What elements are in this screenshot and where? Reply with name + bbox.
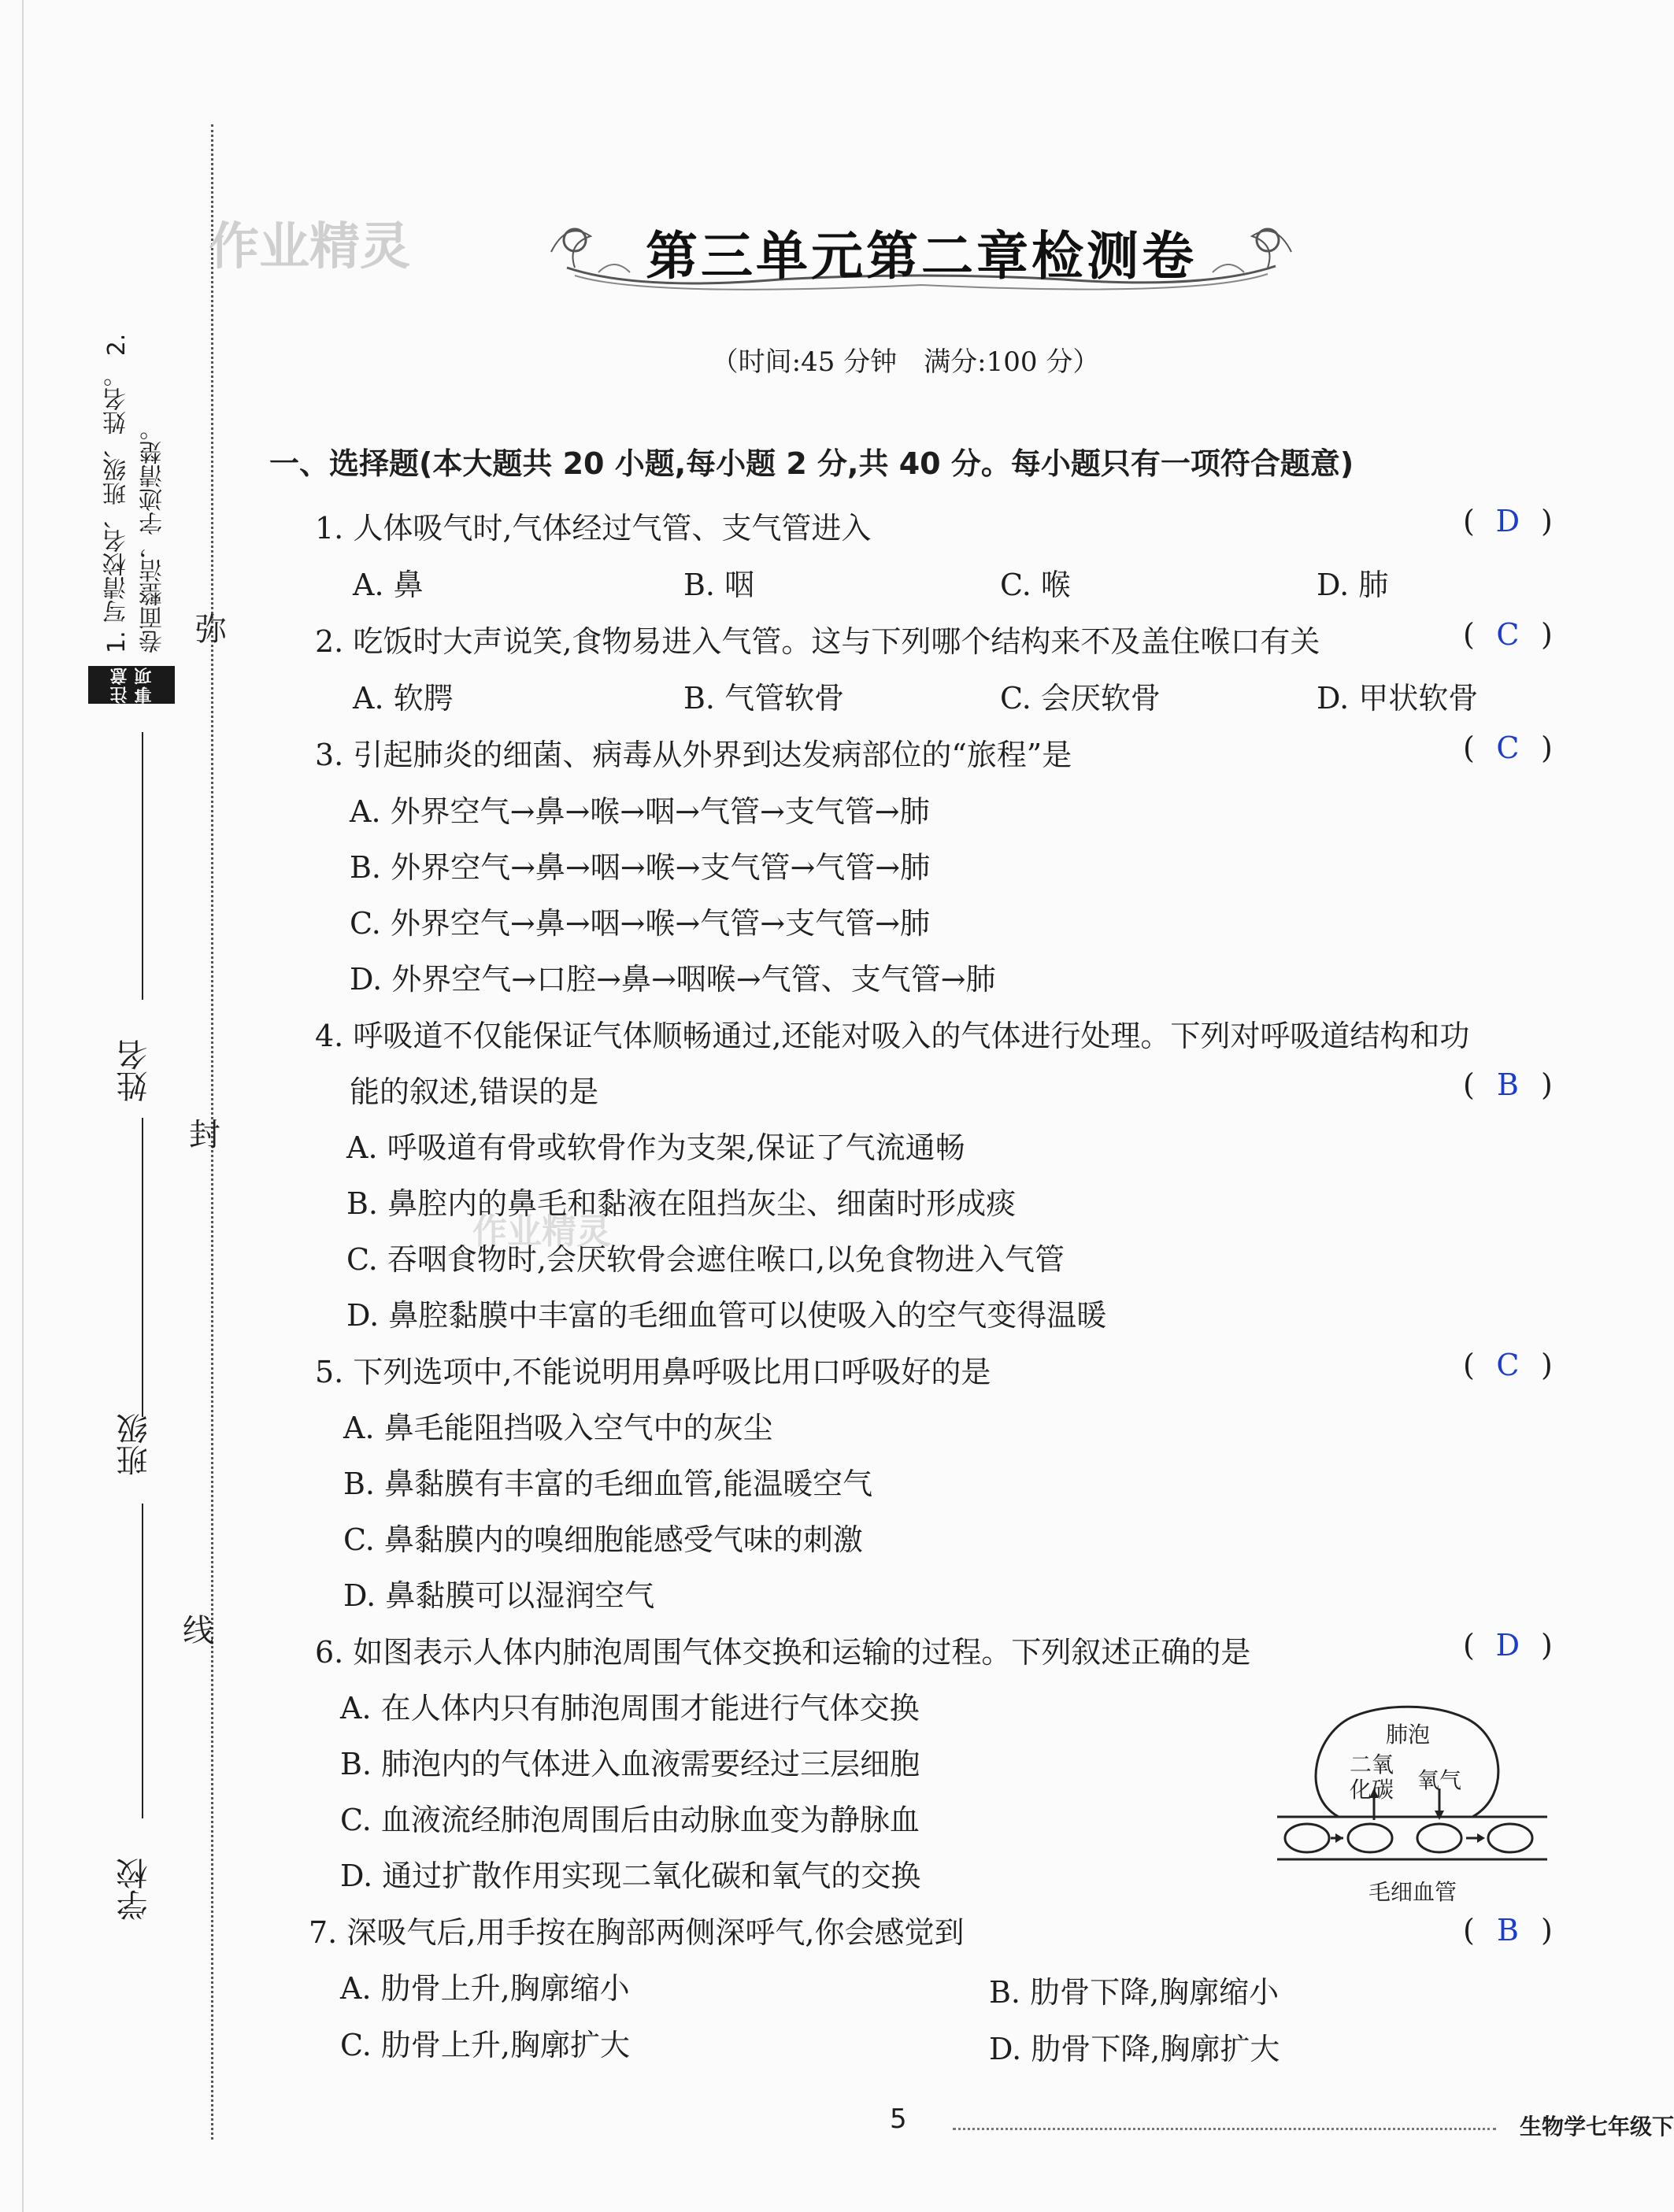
q5-option-c: C. 鼻黏膜内的嗅细胞能感受气味的刺激	[343, 1522, 863, 1557]
q7-option-c: C. 肋骨上升,胸廓扩大	[340, 2028, 630, 2062]
q4-option-a: A. 呼吸道有骨或软骨作为支架,保证了气流通畅	[346, 1130, 965, 1165]
question-4-answer: ( B )	[1463, 1067, 1553, 1102]
section-heading: 一、选择题(本大题共 20 小题,每小题 2 分,共 40 分。每小题只有一项符合题意)	[269, 446, 1354, 481]
exam-time-score: （时间:45 分钟 满分:100 分）	[711, 346, 1100, 378]
name-field-label: 姓名	[117, 1039, 153, 1102]
q2-option-d: D. 甲状软骨	[1317, 681, 1479, 716]
q3-option-b: B. 外界空气→鼻→咽→喉→支气管→气管→肺	[350, 850, 931, 885]
question-5-stem: 5. 下列选项中,不能说明用鼻呼吸比用口呼吸好的是	[315, 1355, 991, 1389]
seal-char-feng: 封	[189, 1117, 220, 1153]
question-4-stem-line-2: 能的叙述,错误的是	[350, 1075, 599, 1109]
watermark-logo: 作业精灵	[209, 218, 410, 276]
title-banner	[543, 197, 1299, 299]
class-field-label: 班级	[117, 1413, 153, 1476]
alveolus-capillary-diagram	[1268, 1700, 1559, 1913]
seal-char-mi: 弥	[195, 612, 227, 648]
school-field-label: 学校	[117, 1858, 153, 1921]
q4-option-d: D. 鼻腔黏膜中丰富的毛细血管可以使吸入的空气变得温暖	[346, 1298, 1107, 1333]
q5-option-a: A. 鼻毛能阻挡吸入空气中的灰尘	[343, 1411, 773, 1445]
q5-option-b: B. 鼻黏膜有丰富的毛细血管,能温暖空气	[343, 1467, 873, 1501]
question-3-answer: ( C )	[1463, 731, 1553, 765]
notice-line-1: 1. 写清校名、班级、姓名。	[103, 363, 131, 653]
q4-option-b: B. 鼻腔内的鼻毛和黏液在阻挡灰尘、细菌时形成痰	[346, 1186, 1017, 1221]
q1-option-d: D. 肺	[1317, 568, 1389, 602]
question-6-stem: 6. 如图表示人体内肺泡周围气体交换和运输的过程。下列叙述正确的是	[315, 1635, 1251, 1670]
question-1-answer: ( D )	[1463, 504, 1553, 538]
q3-option-a: A. 外界空气→鼻→喉→咽→气管→支气管→肺	[350, 794, 930, 829]
notice-line-2: 2. 卷面整洁，字迹清楚。	[103, 333, 167, 653]
q2-option-b: B. 气管软骨	[683, 681, 845, 716]
notice-text	[99, 315, 172, 653]
label-oxygen: 氧气	[1417, 1767, 1462, 1793]
label-capillary: 毛细血管	[1368, 1879, 1457, 1905]
q1-option-c: C. 喉	[1000, 568, 1071, 602]
question-3-stem: 3. 引起肺炎的细菌、病毒从外界到达发病部位的“旅程”是	[315, 738, 1072, 772]
q1-option-b: B. 咽	[683, 568, 755, 602]
book-title: 生物学七年级下	[1520, 2114, 1674, 2140]
q6-option-b: B. 肺泡内的气体进入血液需要经过三层细胞	[340, 1747, 920, 1781]
q6-option-d: D. 通过扩散作用实现二氧化碳和氧气的交换	[340, 1859, 921, 1893]
question-6-answer: ( D )	[1463, 1628, 1553, 1663]
q2-option-c: C. 会厌软骨	[1000, 681, 1161, 716]
label-alveolus: 肺泡	[1386, 1722, 1431, 1748]
question-2-stem: 2. 吃饭时大声说笑,食物易进入气管。这与下列哪个结构来不及盖住喉口有关	[315, 624, 1320, 659]
q3-option-d: D. 外界空气→口腔→鼻→咽喉→气管、支气管→肺	[350, 962, 996, 997]
q6-option-c: C. 血液流经肺泡周围后由动脉血变为静脉血	[340, 1803, 920, 1837]
question-2-answer: ( C )	[1463, 617, 1553, 652]
q2-option-a: A. 软腭	[353, 681, 454, 716]
label-co2-line-2: 化碳	[1350, 1777, 1394, 1803]
q4-option-c: C. 吞咽食物时,会厌软骨会遮住喉口,以免食物进入气管	[346, 1242, 1065, 1277]
question-7-stem: 7. 深吸气后,用手按在胸部两侧深呼气,你会感觉到	[309, 1915, 965, 1950]
label-co2-line-1: 二氧	[1350, 1751, 1394, 1777]
question-4-stem: 4. 呼吸道不仅能保证气体顺畅通过,还能对吸入的气体进行处理。下列对呼吸道结构和功	[315, 1019, 1470, 1053]
q7-option-a: A. 肋骨上升,胸廓缩小	[340, 1971, 630, 2006]
q5-option-d: D. 鼻黏膜可以湿润空气	[343, 1578, 655, 1613]
q1-option-a: A. 鼻	[353, 568, 424, 602]
footer-divider	[953, 2128, 1496, 2130]
q7-option-b: B. 肋骨下降,胸廓缩小	[989, 1975, 1280, 2010]
question-1-stem: 1. 人体吸气时,气体经过气管、支气管进入	[315, 511, 872, 546]
seal-char-xian: 线	[183, 1613, 214, 1649]
watermark-logo-center: 作业精灵	[472, 1211, 611, 1252]
question-7-answer: ( B )	[1463, 1913, 1553, 1948]
name-field-line	[142, 732, 143, 1000]
page-number: 5	[890, 2103, 907, 2135]
question-5-answer: ( C )	[1463, 1348, 1553, 1382]
page-title: 第三单元第二章检测卷	[646, 226, 1197, 287]
notice-label: 注意事项	[88, 666, 175, 704]
class-field-line	[142, 1118, 143, 1417]
q3-option-c: C. 外界空气→鼻→咽→喉→气管→支气管→肺	[350, 906, 930, 941]
school-field-line	[142, 1504, 143, 1818]
q6-option-a: A. 在人体内只有肺泡周围才能进行气体交换	[340, 1691, 920, 1726]
page-edge	[22, 0, 24, 2212]
q7-option-d: D. 肋骨下降,胸廓扩大	[989, 2032, 1280, 2066]
